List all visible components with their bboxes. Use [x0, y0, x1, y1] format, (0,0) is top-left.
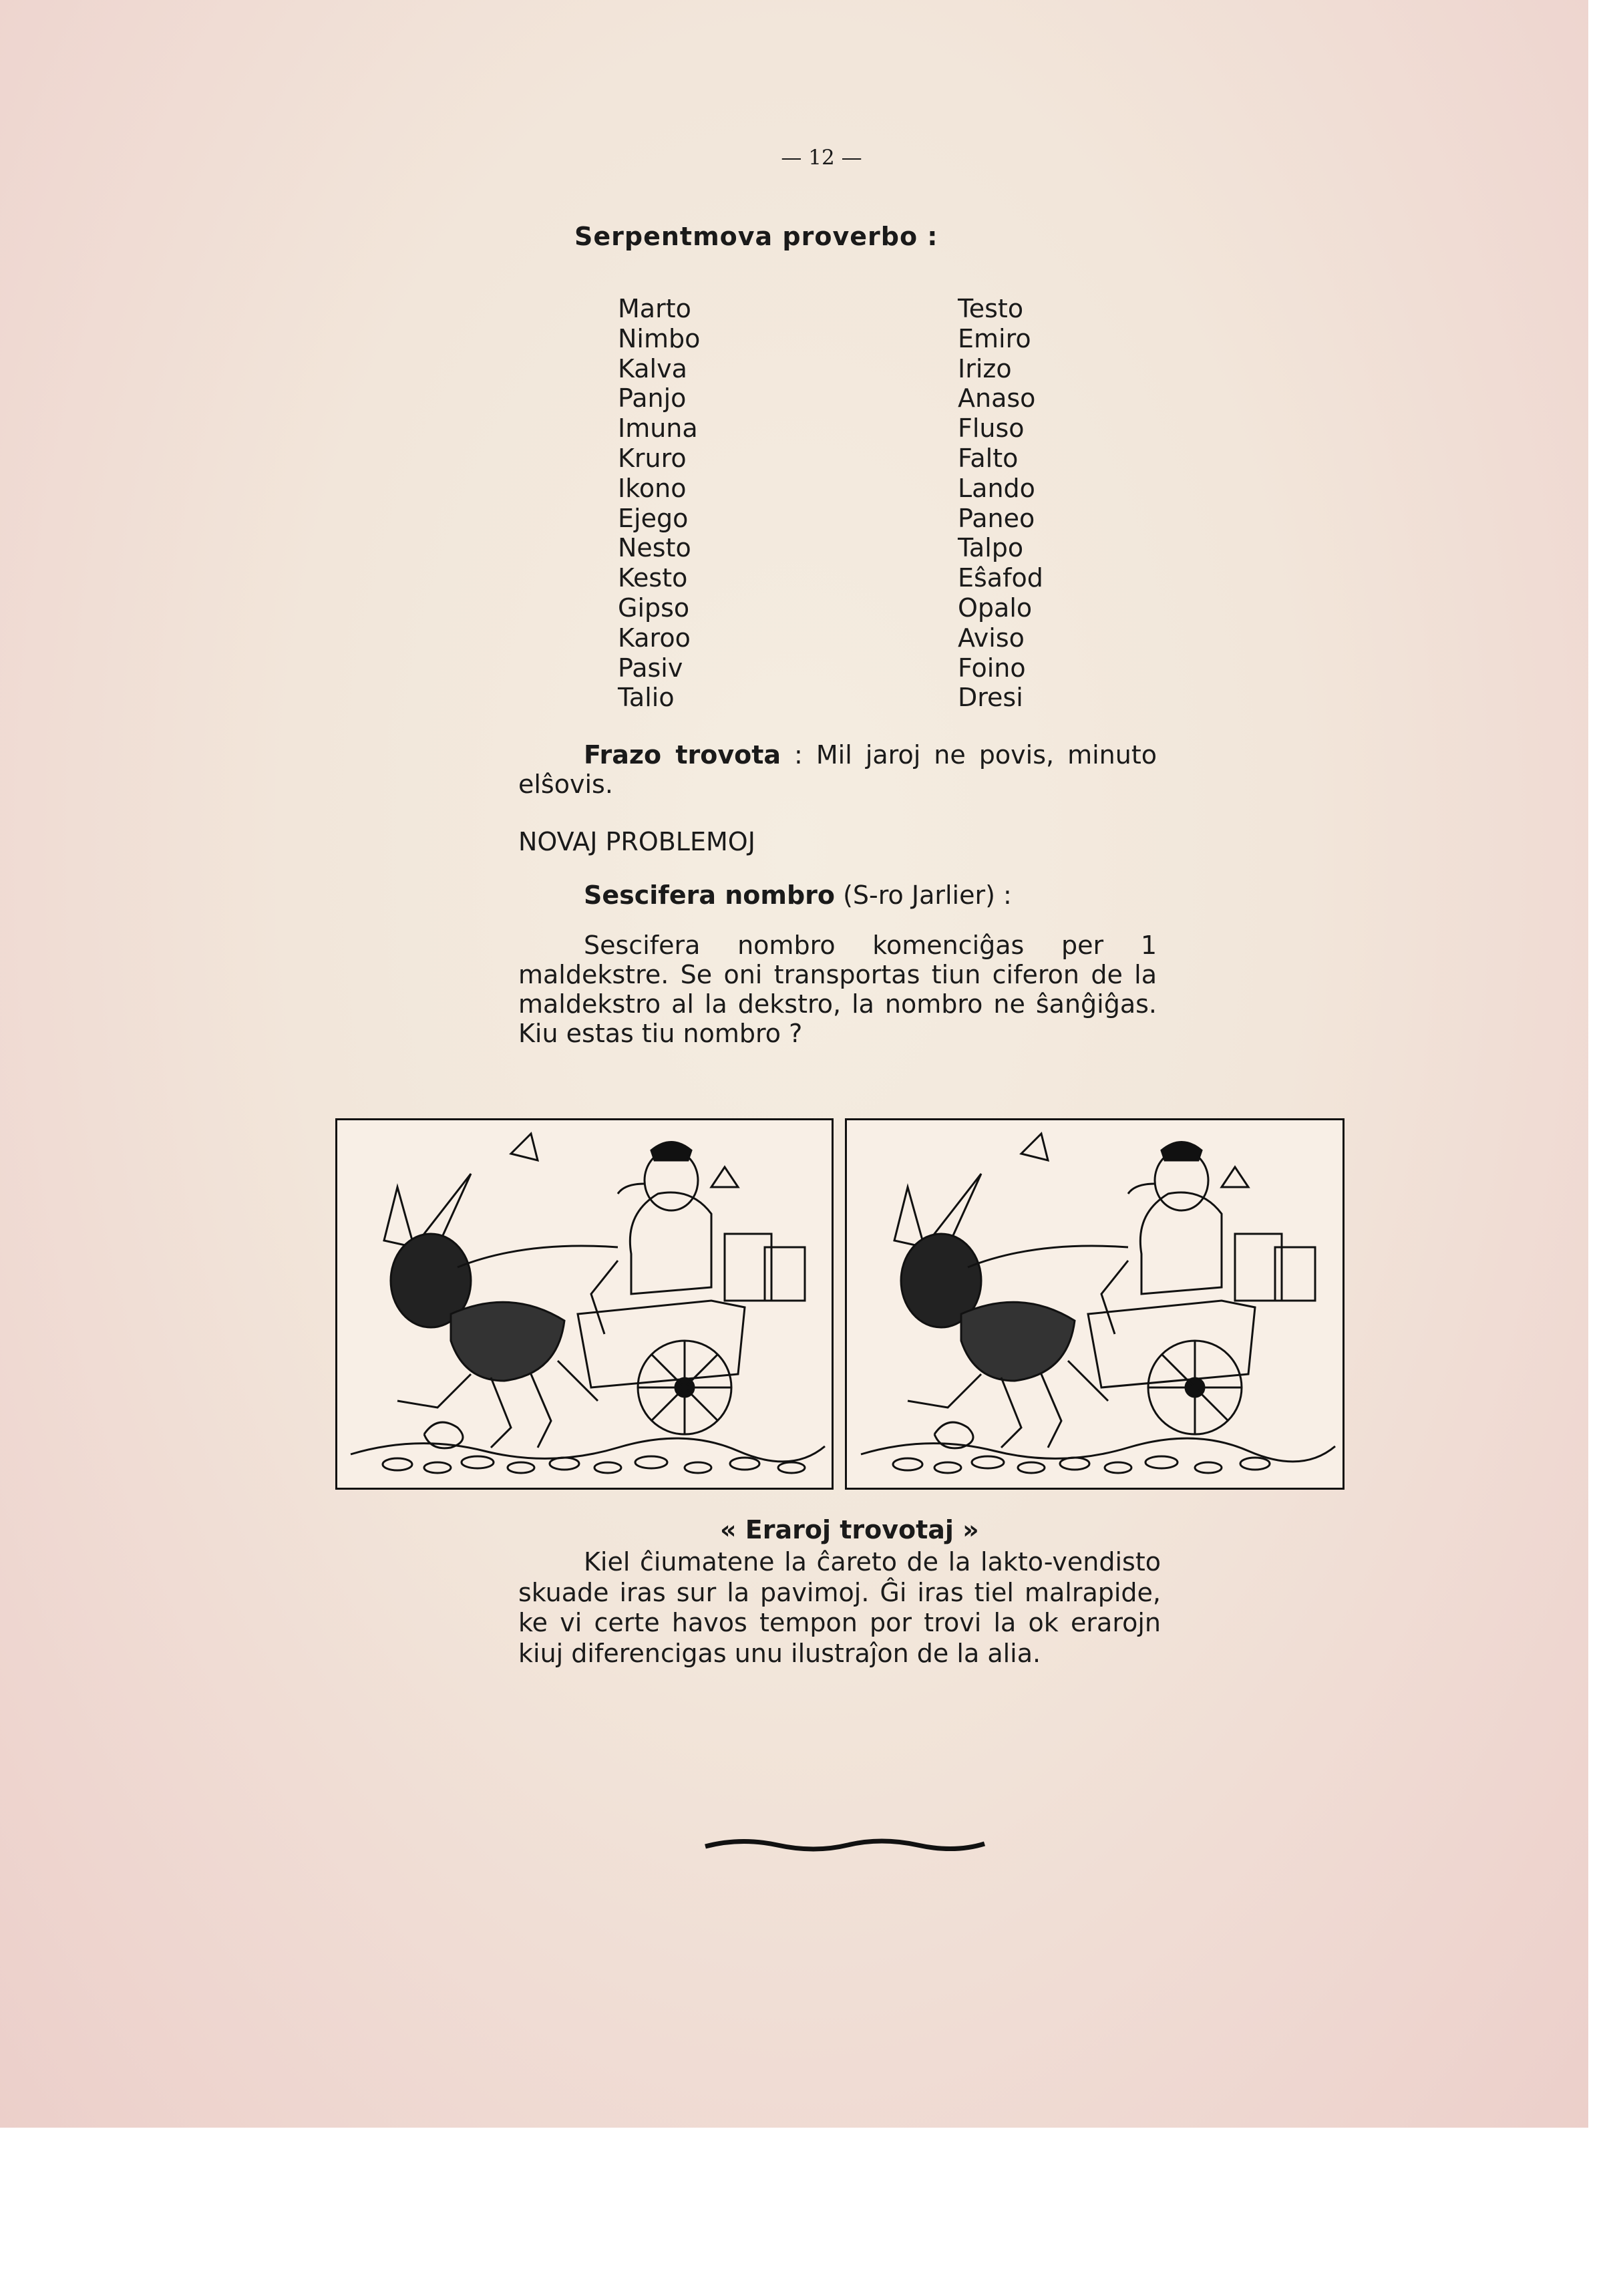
- problem-author: (S-ro Jarlier) :: [835, 880, 1012, 910]
- proverb-title: Serpentmova proverbo :: [574, 222, 938, 251]
- donkey-cart-drawing: [847, 1120, 1343, 1488]
- left-word-column: [618, 294, 700, 713]
- problem-body: Sescifera nombro komenciĝas per 1 maldekstre. Se oni transportas tiun ciferon de la maldekstro al la dekstro, la nombro ne ŝanĝiĝas. Kiu estas tiu nombro ?: [518, 931, 1157, 1048]
- word: Nimbo: [618, 323, 701, 353]
- word: Fluso: [958, 414, 1025, 444]
- word: Foino: [958, 653, 1026, 683]
- word: Ejego: [618, 503, 689, 533]
- word: Kesto: [618, 563, 688, 593]
- word: Irizo: [958, 353, 1012, 383]
- illustration-right: [845, 1118, 1345, 1490]
- errors-puzzle-body: Kiel ĉiumatene la ĉareto de la lakto-vendisto skuade iras sur la pavimoj. Ĝi iras tiel malrapide, ke vi certe havos tempon por trovi la ok erarojn kiuj diferencigas unu ilustraĵon de la alia.: [518, 1547, 1161, 1668]
- illustration-left: [335, 1118, 834, 1490]
- problem-title: [584, 880, 1012, 910]
- decorative-wave-divider: [704, 1836, 986, 1854]
- word: Talio: [618, 683, 675, 713]
- word: Gipso: [618, 593, 690, 623]
- word: Karoo: [618, 623, 691, 653]
- donkey-cart-drawing: [337, 1120, 832, 1488]
- page-number: — 12 —: [781, 146, 862, 170]
- right-word-column: [958, 294, 1043, 713]
- word: Emiro: [958, 323, 1031, 353]
- word: Aviso: [958, 623, 1025, 653]
- new-problems-heading: NOVAJ PROBLEMOJ: [518, 827, 755, 856]
- word: Anaso: [958, 383, 1036, 414]
- word: Pasiv: [618, 653, 683, 683]
- word: Paneo: [958, 503, 1035, 533]
- word: Eŝafod: [958, 563, 1043, 593]
- word: Dresi: [958, 683, 1023, 713]
- word: Opalo: [958, 593, 1033, 623]
- found-text: : Mil jaroj ne povis, minuto elŝovis.: [518, 740, 1157, 799]
- errors-puzzle-title: « Eraroj trovotaj »: [720, 1515, 979, 1544]
- word: Marto: [618, 294, 691, 323]
- problem-title-label: Sescifera nombro: [584, 880, 836, 910]
- word: Falto: [958, 443, 1019, 473]
- word: Lando: [958, 473, 1035, 503]
- word: Talpo: [958, 533, 1024, 563]
- found-label: Frazo trovota: [584, 740, 781, 770]
- word: Imuna: [618, 414, 698, 444]
- word: Kruro: [618, 443, 687, 473]
- found-sentence: [518, 740, 1157, 799]
- word: Ikono: [618, 473, 687, 503]
- word: Nesto: [618, 533, 691, 563]
- word: Kalva: [618, 353, 687, 383]
- word: Testo: [958, 294, 1024, 323]
- word: Panjo: [618, 383, 687, 414]
